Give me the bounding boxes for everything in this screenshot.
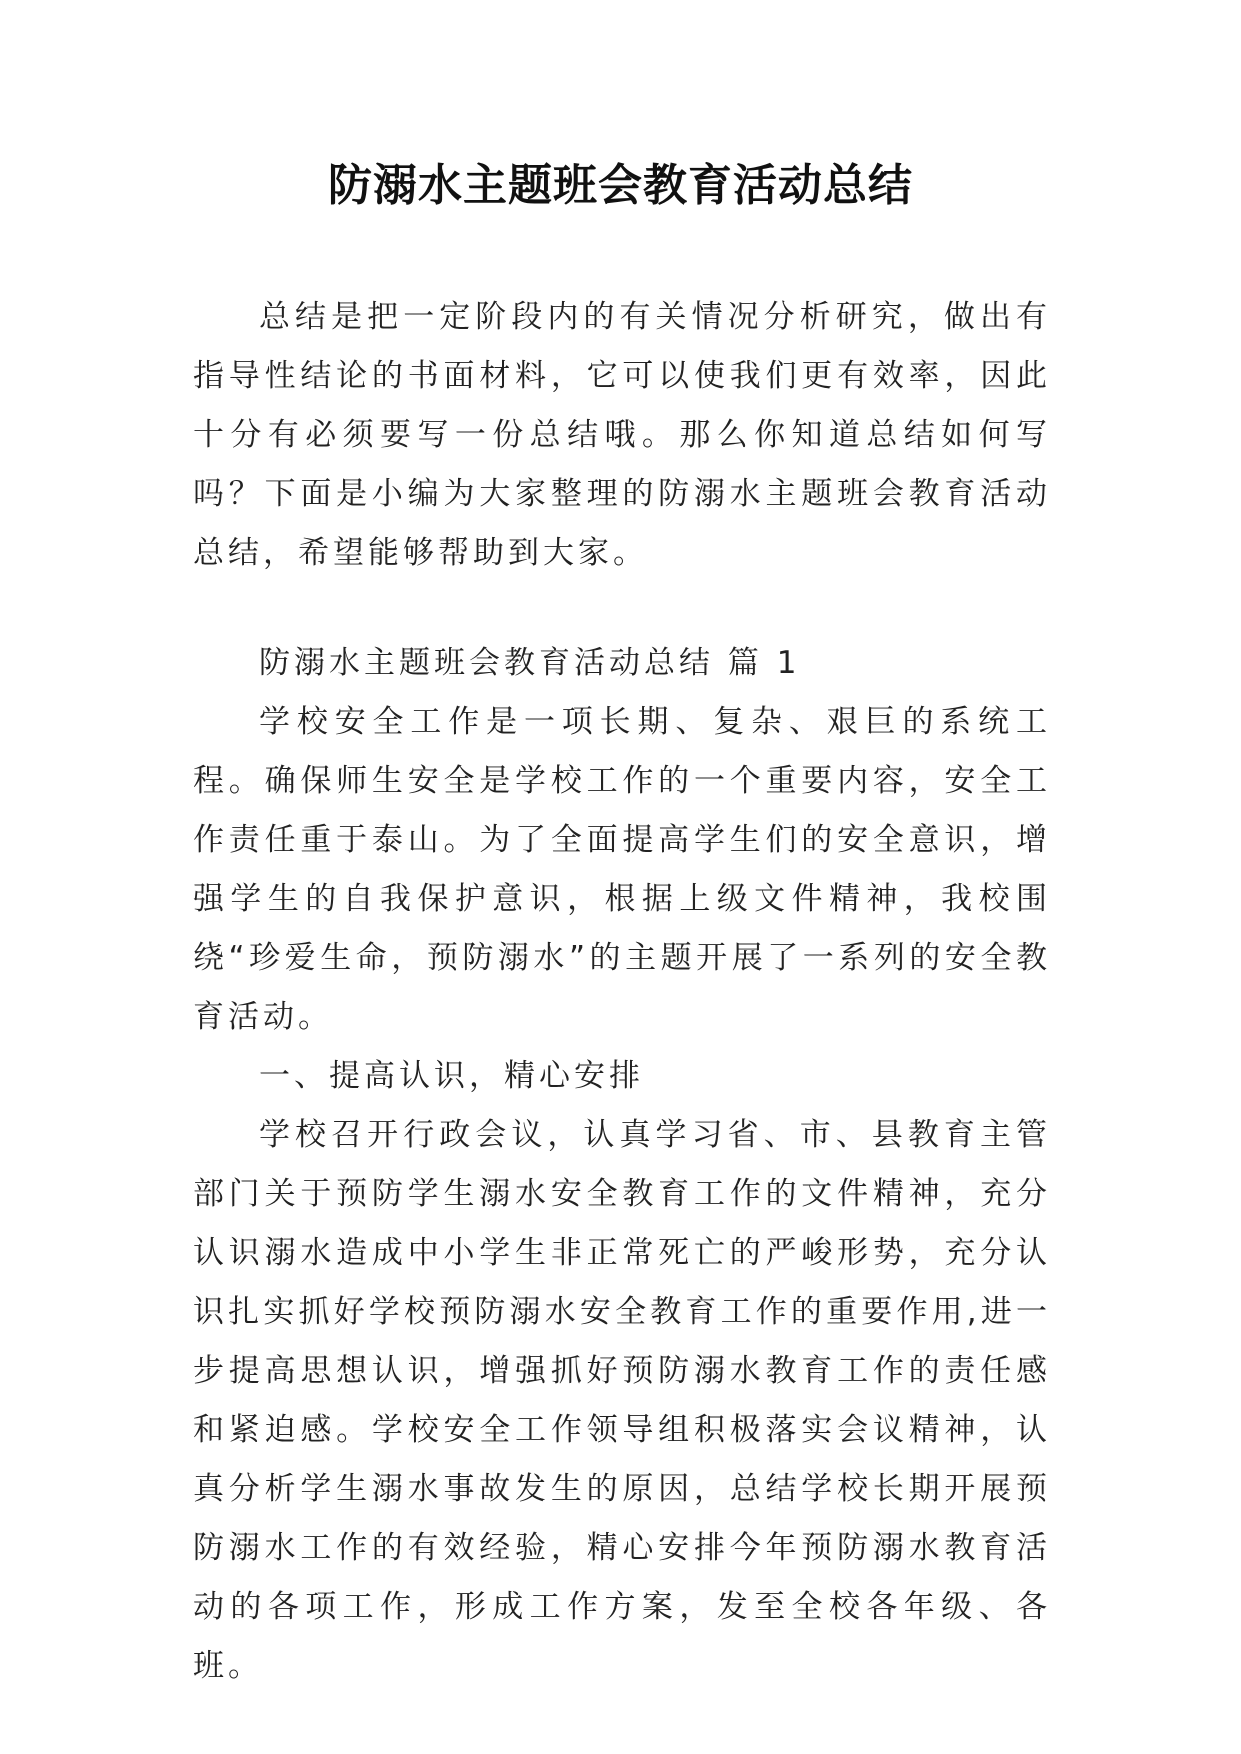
subheading-paragraph: 一、提高认识，精心安排: [259, 1058, 644, 1094]
intro-paragraph: 总结是把一定阶段内的有关情况分析研究，做出有指导性结论的书面材料，它可以使我们更有效率，因此十分有必须要写一份总结哦。那么你知道总结如何写吗？下面是小编为大家整理的防溺水主题班会教育活动总结，希望能够帮助到大家。: [193, 299, 1051, 571]
section-heading: 防溺水主题班会教育活动总结 篇 1: [259, 645, 801, 681]
section-heading-block: [193, 634, 1051, 693]
document-title: 防溺水主题班会教育活动总结: [328, 160, 913, 211]
section-body: [193, 693, 1051, 1696]
body-paragraph: 学校召开行政会议，认真学习省、市、县教育主管部门关于预防学生溺水安全教育工作的文件精神，充分认识溺水造成中小学生非正常死亡的严峻形势，充分认识扎实抓好学校预防溺水安全教育工作的重要作用,进一步提高思想认识，增强抓好预防溺水教育工作的责任感和紧迫感。学校安全工作领导组积极落实会议精神，认真分析学生溺水事故发生的原因，总结学校长期开展预防溺水工作的有效经验，精心安排今年预防溺水教育活动的各项工作，形成工作方案，发至全校各年级、各班。: [193, 1117, 1051, 1684]
intro-block: [193, 288, 1051, 583]
body-paragraph: 学校安全工作是一项长期、复杂、艰巨的系统工程。确保师生安全是学校工作的一个重要内容，安全工作责任重于泰山。为了全面提高学生们的安全意识，增强学生的自我保护意识，根据上级文件精神，我校围绕“珍爱生命，预防溺水”的主题开展了一系列的安全教育活动。: [193, 704, 1051, 1035]
